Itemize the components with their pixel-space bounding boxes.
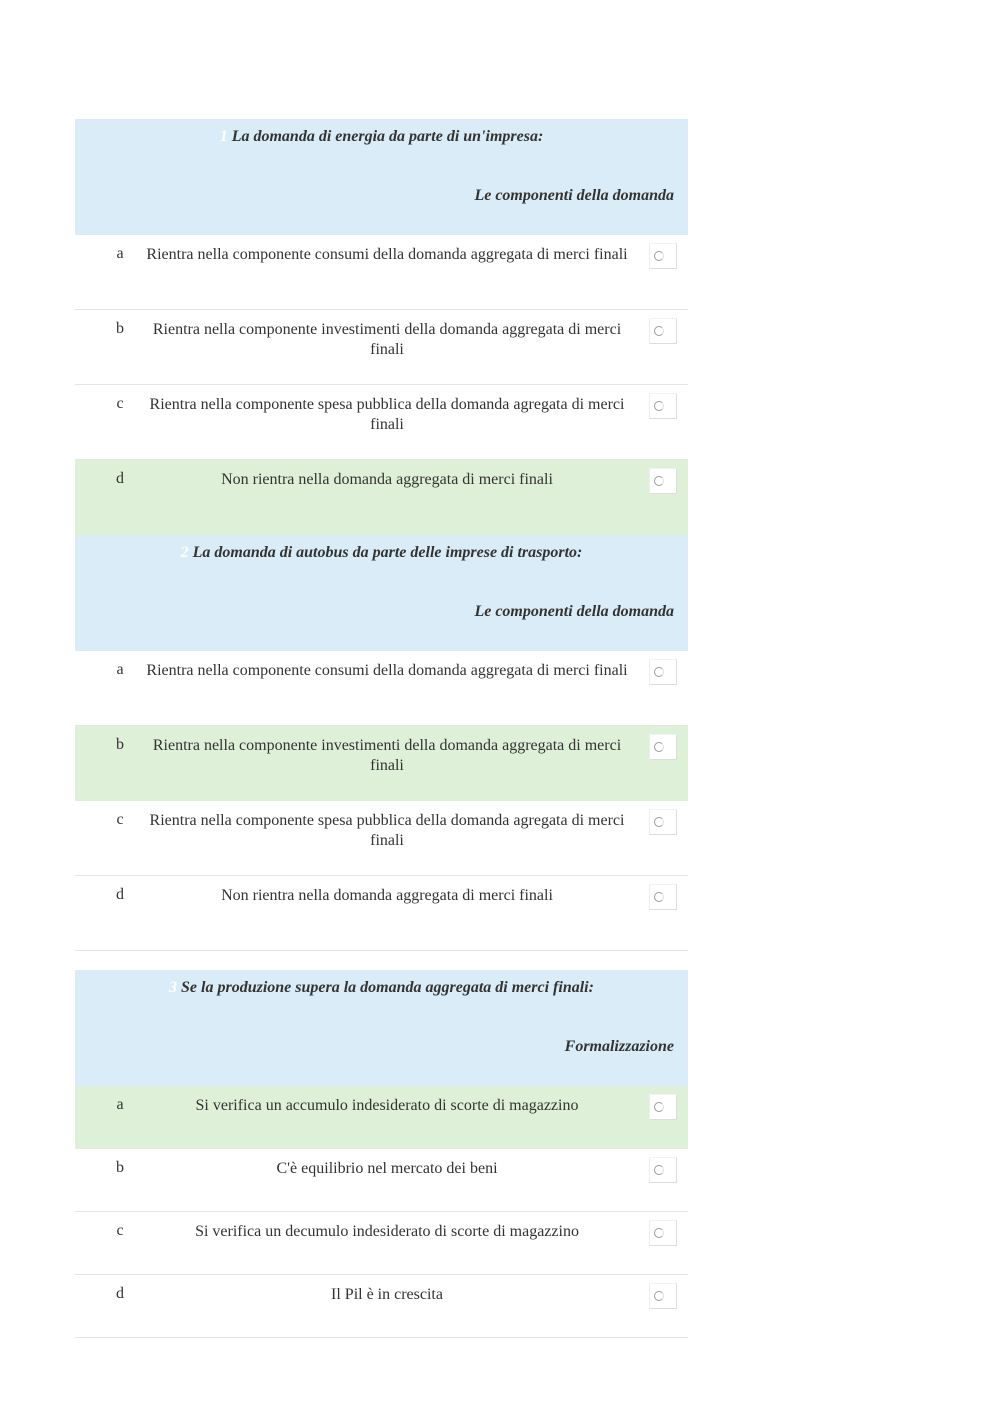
answer-option[interactable] [75,385,688,460]
option-letter: b [116,1159,124,1176]
radio-button-icon[interactable] [649,1157,677,1183]
answer-option[interactable] [75,1149,688,1212]
option-letter: d [116,470,124,487]
option-text: Rientra nella componente spesa pubblica della domanda agregata di merci finali [149,396,625,433]
question-spacer [75,951,688,970]
radio-button-icon[interactable] [649,884,677,910]
radio-button-icon[interactable] [649,1220,677,1246]
question-number: 1 [219,128,228,145]
option-letter: d [116,886,124,903]
question-title [75,544,688,562]
question-number: 3 [169,979,178,996]
option-text: Il Pil è in crescita [331,1286,443,1303]
answer-option[interactable] [75,651,688,726]
option-text: Rientra nella componente investimenti della domanda aggregata di merci finali [152,737,622,774]
option-text: Non rientra nella domanda aggregata di merci finali [221,471,553,488]
question-text: Se la produzione supera la domanda aggregata di merci finali: [181,979,594,996]
option-text: Si verifica un accumulo indesiderato di scorte di magazzino [195,1097,579,1114]
option-text: Rientra nella componente consumi della domanda aggregata di merci finali [146,662,628,679]
question-topic: Le componenti della domanda [474,187,674,204]
radio-button-icon[interactable] [649,809,677,835]
option-letter: a [116,661,124,678]
radio-button-icon[interactable] [649,659,677,685]
question-block [75,119,688,535]
option-text: Non rientra nella domanda aggregata di merci finali [221,887,553,904]
answer-option[interactable] [75,1212,688,1275]
option-text: Rientra nella componente spesa pubblica della domanda agregata di merci finali [149,812,625,849]
option-text: Rientra nella componente investimenti della domanda aggregata di merci finali [152,321,622,358]
option-letter: c [116,395,124,412]
radio-button-icon[interactable] [649,734,677,760]
question-header [75,970,688,1086]
quiz-container [75,119,688,1338]
question-title [75,128,688,146]
question-topic: Le componenti della domanda [474,603,674,620]
question-topic: Formalizzazione [564,1038,674,1055]
answer-option[interactable] [75,310,688,385]
radio-button-icon[interactable] [649,243,677,269]
answer-option[interactable] [75,1275,688,1338]
question-text: La domanda di autobus da parte delle imprese di trasporto: [192,544,583,561]
answer-option[interactable] [75,726,688,801]
answer-option[interactable] [75,876,688,951]
radio-button-icon[interactable] [649,318,677,344]
option-text: Si verifica un decumulo indesiderato di scorte di magazzino [195,1223,579,1240]
option-letter: c [116,811,124,828]
answer-option[interactable] [75,801,688,876]
question-number: 2 [180,544,189,561]
question-title [75,979,688,997]
radio-button-icon[interactable] [649,393,677,419]
radio-button-icon[interactable] [649,1094,677,1120]
answer-option[interactable] [75,1086,688,1149]
option-letter: a [116,1096,124,1113]
question-text: La domanda di energia da parte di un'impresa: [231,128,544,145]
question-block [75,535,688,951]
answer-option[interactable] [75,235,688,310]
question-header [75,119,688,235]
option-text: Rientra nella componente consumi della domanda aggregata di merci finali [146,246,628,263]
radio-button-icon[interactable] [649,1283,677,1309]
option-letter: d [116,1285,124,1302]
question-block [75,970,688,1338]
option-text: C'è equilibrio nel mercato dei beni [276,1160,498,1177]
option-letter: c [116,1222,124,1239]
option-letter: b [116,320,124,337]
option-letter: b [116,736,124,753]
radio-button-icon[interactable] [649,468,677,494]
answer-option[interactable] [75,460,688,535]
option-letter: a [116,245,124,262]
question-header [75,535,688,651]
